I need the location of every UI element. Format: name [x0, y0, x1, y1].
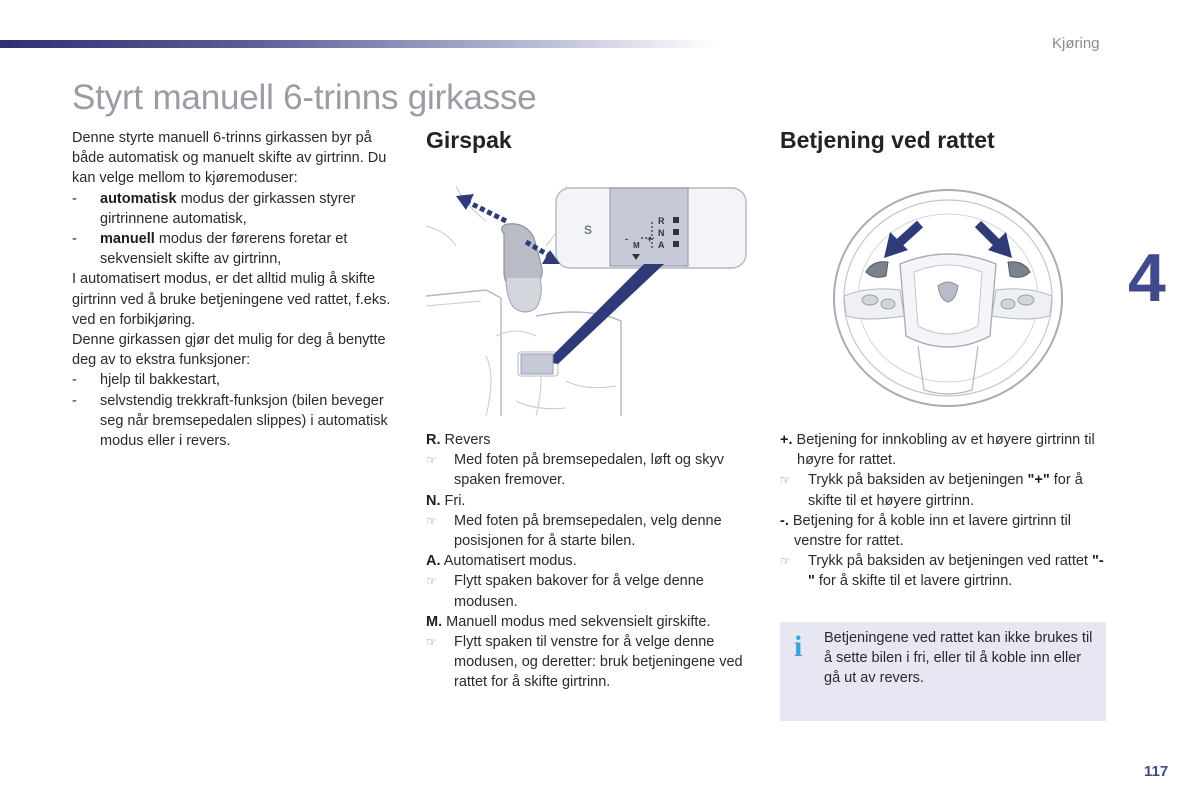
gear-position [426, 551, 766, 571]
info-icon: i [794, 630, 803, 663]
gear-label: Automatisert modus. [440, 553, 577, 570]
list-item [72, 229, 402, 269]
info-text: Betjeningene ved rattet kan ikke brukes til å sette bilen i fri, eller til å koble inn eller gå ut av revers. [824, 630, 1093, 687]
section-label: Kjøring [1052, 35, 1100, 52]
mode-description: modus der førerens foretar et sekvensielt skifte av girtrinn, [100, 231, 348, 268]
instruction-item [780, 470, 1110, 510]
paddle-key: -. [780, 512, 789, 529]
dash-bullet: - [72, 392, 77, 409]
gear-position [426, 612, 766, 632]
instruction-item [426, 511, 766, 551]
pointing-hand-icon: ☞ [780, 554, 791, 569]
instruction-text: for å skifte til et høyere girtrinn. [808, 472, 1083, 509]
instruction-item [426, 450, 766, 490]
instruction-text: Med foten på bremsepedalen, velg denne posisjonen for å starte bilen. [454, 512, 722, 550]
intro-column [72, 128, 402, 451]
mode-description: modus der girkassen styrer girtrinnene automatisk, [100, 190, 356, 227]
info-box [780, 622, 1106, 721]
gear-label: Fri. [440, 492, 466, 509]
paddle-key: +. [780, 432, 793, 448]
list-item [72, 391, 402, 452]
mode-name: manuell [100, 231, 155, 248]
function-text: hjelp til bakkestart, [100, 372, 221, 389]
selector-r-label: R [658, 216, 665, 226]
instruction-text: Med foten på bremsepedalen, løft og skyv spaken fremover. [454, 452, 725, 489]
selector-m-label: M [633, 241, 640, 250]
pointing-hand-icon: ☞ [780, 473, 791, 488]
paddle-symbol: "+" [1027, 472, 1050, 489]
instruction-item [780, 551, 1110, 591]
intro-paragraph: I automatisert modus, er det alltid mulig å skifte girtrinn ved å bruke betjeningene ved rattet, f.eks. ved en forbikjøring. [72, 271, 391, 328]
pointing-hand-icon: ☞ [426, 635, 437, 650]
instruction-text: Flytt spaken til venstre for å velge denne modusen, og deretter: bruk betjeningene ved rattet for å skifte girtrinn. [454, 634, 743, 691]
selector-n-label: N [658, 228, 665, 238]
pointing-hand-icon: ☞ [426, 574, 437, 589]
gear-lever-illustration [426, 186, 750, 416]
gear-key: N. [426, 492, 441, 509]
dash-bullet: - [72, 231, 77, 248]
gear-key: R. [426, 432, 441, 448]
paddle-symbol: "-" [808, 553, 1104, 590]
gear-label: Manuell modus med sekvensielt girskifte. [442, 613, 711, 630]
instruction-item [426, 571, 766, 611]
instruction-item [426, 632, 766, 693]
paddle-label: Betjening for å koble inn et lavere girtrinn til venstre for rattet. [788, 512, 1071, 550]
gear-label: Revers [440, 432, 491, 448]
instruction-text: for å skifte til et lavere girtrinn. [814, 573, 1013, 590]
page-number: 117 [1144, 763, 1169, 780]
girspak-heading: Girspak [426, 127, 512, 153]
selector-a-label: A [658, 240, 665, 250]
svg-text:+: + [647, 234, 653, 244]
pointing-hand-icon: ☞ [426, 453, 437, 468]
gear-key: M. [426, 613, 443, 630]
function-text: selvstendig trekkraft-funksjon (bilen beveger seg når bremsepedalen slippes) i automatisk modus eller i revers. [100, 392, 388, 450]
mode-name: automatisk [100, 190, 177, 207]
rattet-column [780, 430, 1110, 592]
paddle-description [780, 511, 1110, 551]
header-gradient-bar [0, 40, 715, 48]
instruction-text: Trykk på baksiden av betjeningen [808, 472, 1028, 489]
dash-bullet: - [72, 372, 77, 389]
girspak-column [426, 430, 766, 693]
paddle-label: Betjening for innkobling av et høyere girtrinn til høyre for rattet. [792, 432, 1095, 469]
instruction-text: Trykk på baksiden av betjeningen ved rattet [808, 553, 1092, 570]
chapter-number: 4 [1128, 240, 1166, 316]
list-item [72, 370, 402, 390]
list-item [72, 189, 402, 229]
gear-key: A. [426, 553, 441, 570]
steering-wheel-illustration [828, 186, 1068, 416]
svg-text:-: - [625, 234, 628, 244]
page-title: Styrt manuell 6-trinns girkasse [72, 78, 537, 117]
intro-paragraph: Denne girkassen gjør det mulig for deg å benytte deg av to ekstra funksjoner: [72, 332, 386, 369]
gear-position [426, 491, 766, 511]
pointing-hand-icon: ☞ [426, 513, 437, 528]
intro-paragraph: Denne styrte manuell 6-trinns girkassen byr på både automatisk og manuelt skifte av girtrinn. Du kan velge mellom to kjøremoduser: [72, 130, 387, 187]
paddle-description [780, 430, 1110, 470]
instruction-text: Flytt spaken bakover for å velge denne modusen. [454, 573, 704, 610]
gear-position [426, 430, 766, 450]
dash-bullet: - [72, 190, 77, 207]
selector-s-label: S [584, 223, 593, 237]
rattet-heading: Betjening ved rattet [780, 127, 995, 153]
